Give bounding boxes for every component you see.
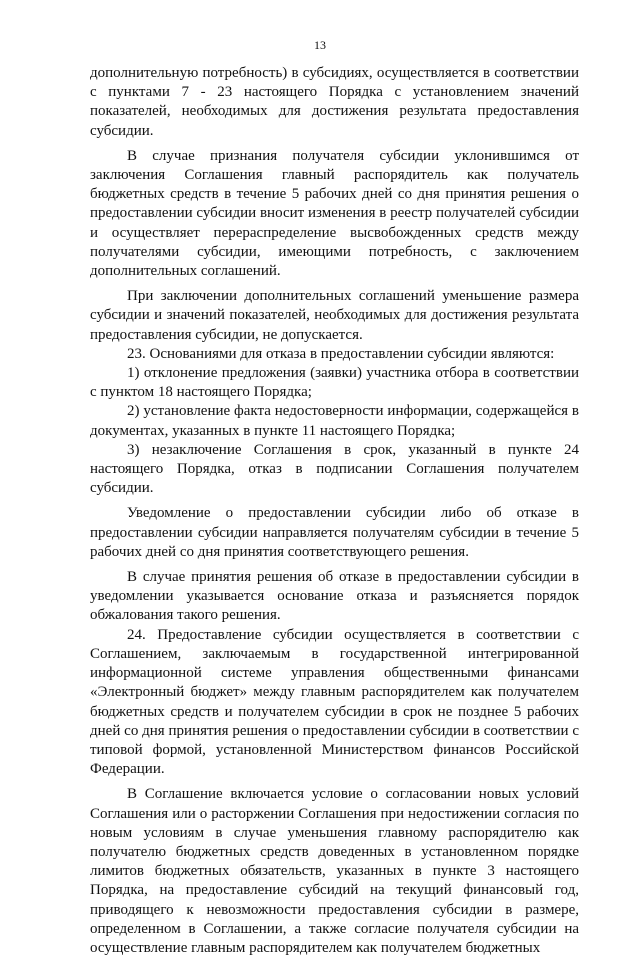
paragraph-agreement-conditions: В Соглашение включается условие о согласовании новых условий Соглашения или о расторжении Соглашения при недостижении согласия по новым условиям в случае уменьшения главному распорядителю как получателю бюджетных средств доведенных в установленном порядке лимитов бюджетных обязательств, указанных в пункте 3 настоящего Порядка, на предоставление субсидий на текущий финансовый год, приводящего к невозможности предоставления субсидии в размере, определенном в Соглашении, а также согласие получателя субсидии на осуществление главным распорядителем как получателем бюджетных — [90, 786, 579, 956]
paragraph-item-23: 23. Основаниями для отказа в предоставлении субсидии являются: — [127, 345, 555, 362]
paragraph-item-23-3: 3) незаключение Соглашения в срок, указанный в пункте 24 настоящего Порядка, отказ в подписании Соглашения получателем субсидии. — [90, 441, 579, 497]
page-number: 13 — [314, 38, 326, 52]
paragraph-continuation: дополнительную потребность) в субсидиях, осуществляется в соответствии с пунктами 7 - 23 настоящего Порядка с установлением значений показателей, необходимых для достижения результата предоставления субсидии. — [90, 65, 579, 139]
paragraph-refusal-grounds: В случае принятия решения об отказе в предоставлении субсидии в уведомлении указывается основание отказа и разъясняется порядок обжалования такого решения. — [90, 569, 579, 624]
paragraph-additional-agreements: При заключении дополнительных соглашений уменьшение размера субсидии и значений показателей, необходимых для достижения результата предоставления субсидии, не допускается. — [90, 288, 579, 343]
paragraph-item-24: 24. Предоставление субсидии осуществляется в соответствии с Соглашением, заключаемым в государственной интегрированной информационной системе управления общественными финансами «Электронный бюджет» между главным распорядителем как получателем бюджетных средств и получателем субсидии в срок не позднее 5 рабочих дней со дня принятия решения о предоставлении субсидии в соответствии с типовой формой, установленной Министерством финансов Российской Федерации. — [90, 626, 579, 778]
paragraph-item-23-1: 1) отклонение предложения (заявки) участника отбора в соответствии с пунктом 18 настоящего Порядка; — [90, 365, 579, 401]
paragraph-item-23-2: 2) установление факта недостоверности информации, содержащейся в документах, указанных в пункте 11 настоящего Порядка; — [90, 403, 579, 439]
paragraph-evasion-of-agreement: В случае признания получателя субсидии уклонившимся от заключения Соглашения главный распорядитель как получатель бюджетных средств в течение 5 рабочих дней со дня принятия решения о предоставлении субсидии вносит изменения в реестр получателей субсидии и осуществляет перераспределение высвобожденных средств между получателями субсидии, имеющими потребность, с заключением дополнительных соглашений. — [90, 147, 579, 280]
paragraph-notification: Уведомление о предоставлении субсидии либо об отказе в предоставлении субсидии направляется получателям субсидии в течение 5 рабочих дней со дня принятия соответствующего решения. — [90, 505, 579, 560]
document-body — [90, 64, 579, 958]
